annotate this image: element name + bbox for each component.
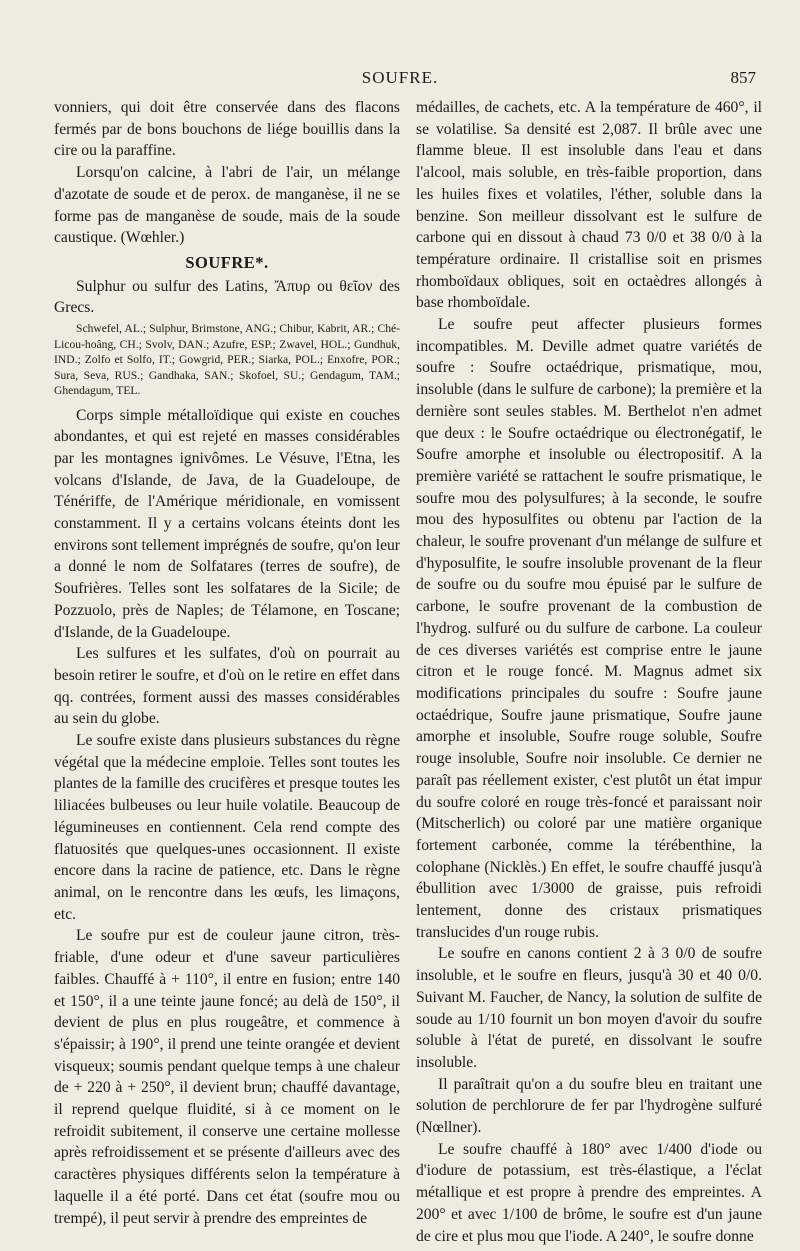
paragraph: Le soufre en canons contient 2 à 3 0/0 de soufre insoluble, et le soufre en fleurs, jusqu'à 30 et 40 0/0. Suivant M. Faucher, de Nancy, la solution de sulfite de soude au 1/10 fournit un bon moyen d'avoir du soufre soluble à l'état de pureté, en dissolvant le soufre insoluble. [416, 945, 762, 1071]
paragraph: Corps simple métalloïdique qui existe en couches abondantes, et qui est rejeté en masses considérables par les montagnes ignivômes. Le Vésuve, l'Etna, les volcans d'Islande, de Java, de la Guadeloupe, de Ténériffe, de l'Amérique méridionale, en vomissent constamment. Il y a certains volcans éteints dont les environs sont tellement imprégnés de soufre, qu'on leur a donné le nom de Solfatares (terres de soufre), de Soufrières. Telles sont les solfatares de la Sicile; de Pozzuolo, près de Naples; de Télamone, en Toscane; d'Islande, de la Guadeloupe. [54, 406, 400, 641]
synonyms-list [54, 321, 400, 399]
paragraph: vonniers, qui doit être conservée dans des flacons fermés par de bons bouchons de liége bouillis dans la cire ou la paraffine. [54, 99, 400, 160]
paragraph: Le soufre pur est de couleur jaune citron, très-friable, d'une odeur et d'une saveur particulières faibles. Chauffé à + 110°, il entre en fusion; entre 140 et 150°, il a une teinte jaune foncé; au delà de 150°, il devient de plus en plus rougeâtre, et commence à s'épaissir; à 190°, il prend une teinte orangée et devient visqueux; soumis pendant quelque temps à une chaleur de + 220 à + 250°, il devient brun; chauffé davantage, il reprend quelque fluidité, si à ce moment on le refroidit subitement, il conserve une certaine mollesse après refroidissement et se présente d'ailleurs avec des caractères physiques différents selon la température à laquelle il a été porté. Dans cet état (soufre mou ou trempé), il peut servir à prendre des empreintes de [54, 927, 400, 1227]
section-intro: Sulphur ou sulfur des Latins, Ἄπυρ ou θεῖον des Grecs. [54, 277, 400, 317]
page-number: 857 [730, 68, 756, 87]
running-title: SOUFRE. [361, 68, 439, 87]
page-header [0, 68, 800, 92]
synonyms-text: Schwefel, AL.; Sulphur, Brimstone, ANG.; Chibur, Kabrit, AR.; Ché-Licou-hoâng, CH.; Svolv, DAN.; Azufre, ESP.; Zwavel, HOL.; Gundhuk, IND.; Zolfo et Solfo, IT.; Gowgrid, PER.; Siarka, POL.; Enxofre, POR.; Sura, Seva, RUS.; Gandhaka, SAN.; Skofoel, SU.; Gendagum, TAM.; Ghendagum, TEL. [54, 322, 400, 398]
paragraph: Les sulfures et les sulfates, d'où on pourrait au besoin retirer le soufre, et d'où on le retire en effet dans qq. contrées, forment aussi des masses considérables au sein du globe. [54, 645, 400, 728]
paragraph: médailles, de cachets, etc. A la température de 460°, il se volatilise. Sa densité est 2,087. Il brûle avec une flamme bleue. Il est insoluble dans l'eau et dans l'alcool, mais soluble, en très-faible proportion, dans les huiles fixes et volatiles, l'éther, soluble dans la benzine. Son meilleur dissolvant est le sulfure de carbone qui en dissout à chaud 73 0/0 et 38 0/0 à la température ordinaire. Il cristallise soit en prismes rhomboïdaux obliques, soit en octaèdres allongés à base rhomboïdale. [416, 99, 762, 312]
paragraph: Le soufre chauffé à 180° avec 1/400 d'iode ou d'iodure de potassium, est très-élastique, a l'éclat métallique et est propre à prendre des empreintes. A 200° et avec 1/100 de brôme, le soufre est d'un jaune de cire et plus mou que l'iode. A 240°, le soufre donne [416, 1140, 762, 1245]
left-column [54, 97, 400, 1229]
paragraph: Le soufre peut affecter plusieurs formes incompatibles. M. Deville admet quatre variétés de soufre : Soufre octaédrique, prismatique, mou, insoluble (dans le sulfure de carbone); la première et la dernière sont seules stables. M. Berthelot n'en admet que deux : le Soufre octaédrique ou électronégatif, le Soufre amorphe et insoluble ou électropositif. A la première variété se rattachent le soufre prismatique, le soufre mou des polysulfures; à la seconde, le soufre mou des hyposulfites ou obtenu par l'action de la chaleur, le soufre provenant d'un mélange de sulfure et d'hyposulfite, le soufre insoluble provenant de la fleur de soufre ou du soufre mou épuisé par le sulfure de carbone, le soufre provenant de la combustion de l'hydrog. sulfuré ou du sulfure de carbone. La couleur de ces diverses variétés est comprise entre le jaune citron et le rouge foncé. M. Magnus admet six modifications principales du soufre : Soufre jaune octaédrique, Soufre jaune prismatique, Soufre jaune amorphe et insoluble, Soufre rouge soluble, Soufre rouge insoluble, Soufre noir insoluble. Ce dernier ne paraît pas réellement exister, c'est plutôt un état impur du soufre coloré en rouge très-foncé et paraissant noir (Mitscherlich) ou coloré par une matière organique fortement carbonée, comme la térébenthine, la colophane (Nicklès.) En effet, le soufre chauffé jusqu'à ébullition avec 1/3000 de graisse, puis refroidi lentement, donne des cristaux prismatiques translucides d'un rouge rubis. [416, 316, 762, 941]
paragraph: Il paraîtrait qu'on a du soufre bleu en traitant une solution de perchlorure de fer par l'hydrogène sulfuré (Nœllner). [416, 1075, 762, 1137]
paragraph: Le soufre existe dans plusieurs substances du règne végétal que la médecine emploie. Telles sont toutes les plantes de la famille des crucifères et presque toutes les liliacées bulbeuses ou leur huile volatile. Beaucoup de légumineuses en contiennent. Cela rend compte des flatuosités que quelques-unes occasionnent. Il existe encore dans la racine de patience, etc. Dans le règne animal, on le rencontre dans les œufs, les limaçons, etc. [54, 732, 400, 923]
right-column [416, 97, 762, 1247]
section-heading: SOUFRE*. [185, 252, 269, 272]
paragraph: Lorsqu'on calcine, à l'abri de l'air, un mélange d'azotate de soude et de perox. de manganèse, il ne se forme pas de manganèse de soude, mais de la soude caustique. (Wœhler.) [54, 164, 400, 247]
